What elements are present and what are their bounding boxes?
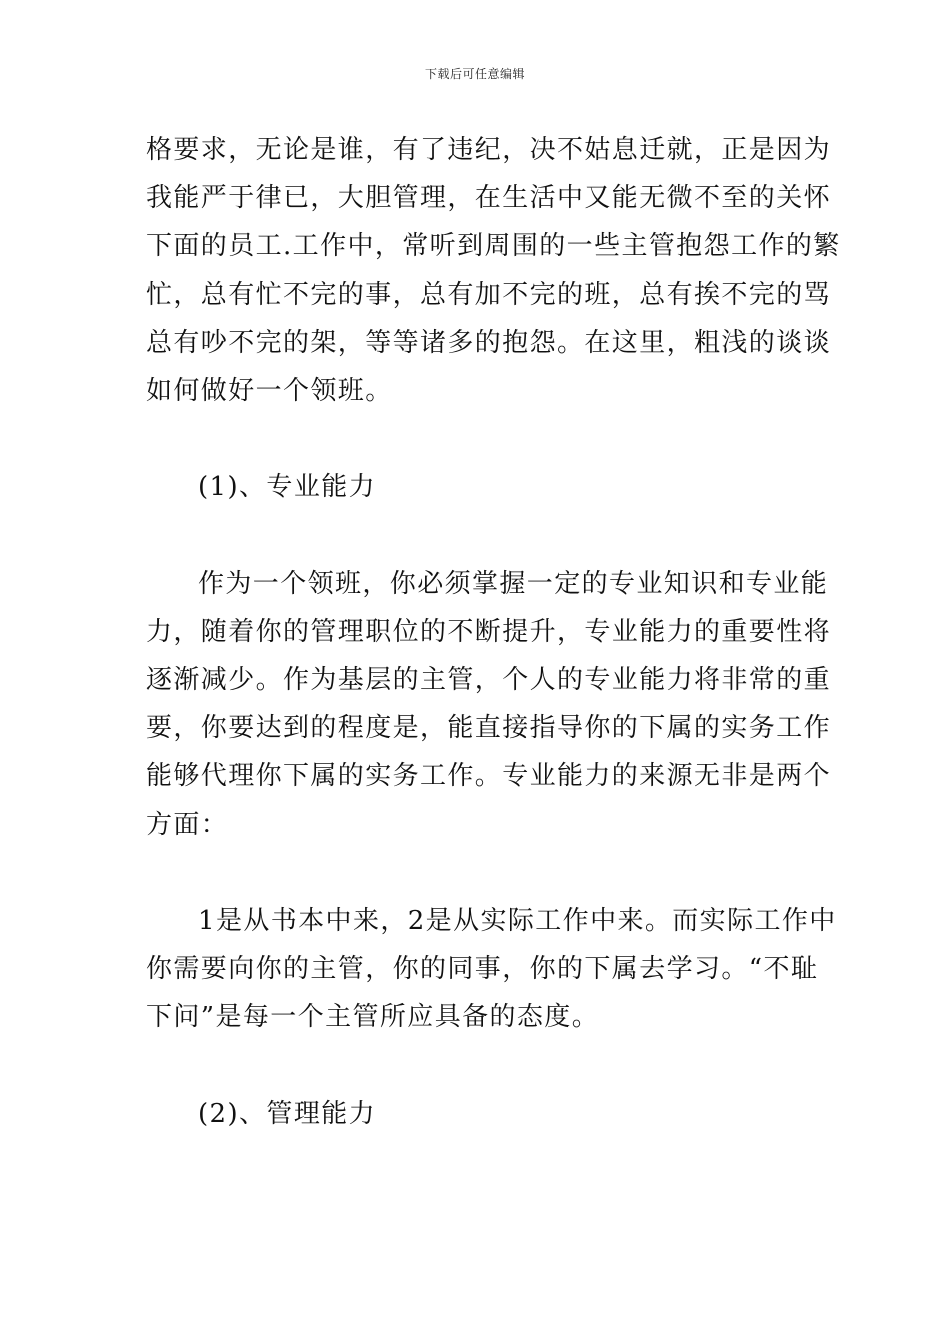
- text-line: 逐渐减少。作为基层的主管，个人的专业能力将非常的重: [146, 665, 832, 696]
- text-line: 如何做好一个领班。: [146, 375, 393, 406]
- text-line: 格要求，无论是谁，有了违纪，决不姑息迁就，正是因为: [146, 135, 832, 165]
- paragraph-3: [146, 897, 837, 1042]
- text-line: 忙，总有忙不完的事，总有加不完的班，总有挨不完的骂: [146, 279, 832, 310]
- text-line: 我能严于律已，大胆管理，在生活中又能无微不至的关怀: [146, 183, 832, 214]
- text-line: 下问”是每一个主管所应具备的态度。: [146, 1002, 600, 1033]
- paragraph-gap: [146, 849, 806, 897]
- paragraph-1: [146, 126, 841, 415]
- paragraph-gap: [146, 415, 806, 463]
- section-heading-management-ability: [146, 1090, 806, 1138]
- paragraph-2: [146, 560, 832, 849]
- document-body: [146, 126, 841, 1138]
- text-line: 方面：: [146, 809, 229, 840]
- heading-line: (2)、管理能力: [198, 1098, 377, 1129]
- text-line: 力，随着你的管理职位的不断提升，专业能力的重要性将: [146, 616, 832, 647]
- section-heading-professional-ability: [146, 463, 806, 511]
- text-line: 1是从书本中来，2是从实际工作中来。而实际工作中: [198, 906, 837, 936]
- text-line: 总有吵不完的架，等等诸多的抱怨。在这里，粗浅的谈谈: [146, 327, 832, 358]
- text-line: 要，你要达到的程度是，能直接指导你的下属的实务工作: [146, 713, 832, 744]
- page-header-note: 下载后可任意编辑: [424, 67, 525, 81]
- text-line: 你需要向你的主管，你的同事，你的下属去学习。“不耻: [146, 954, 819, 985]
- paragraph-gap: [146, 1042, 806, 1090]
- text-line: 作为一个领班，你必须掌握一定的专业知识和专业能: [198, 568, 829, 599]
- text-line: 下面的员工.工作中，常听到周围的一些主管抱怨工作的繁: [146, 231, 841, 262]
- paragraph-gap: [146, 512, 806, 560]
- heading-line: (1)、专业能力: [198, 472, 377, 503]
- text-line: 能够代理你下属的实务工作。专业能力的来源无非是两个: [146, 761, 832, 792]
